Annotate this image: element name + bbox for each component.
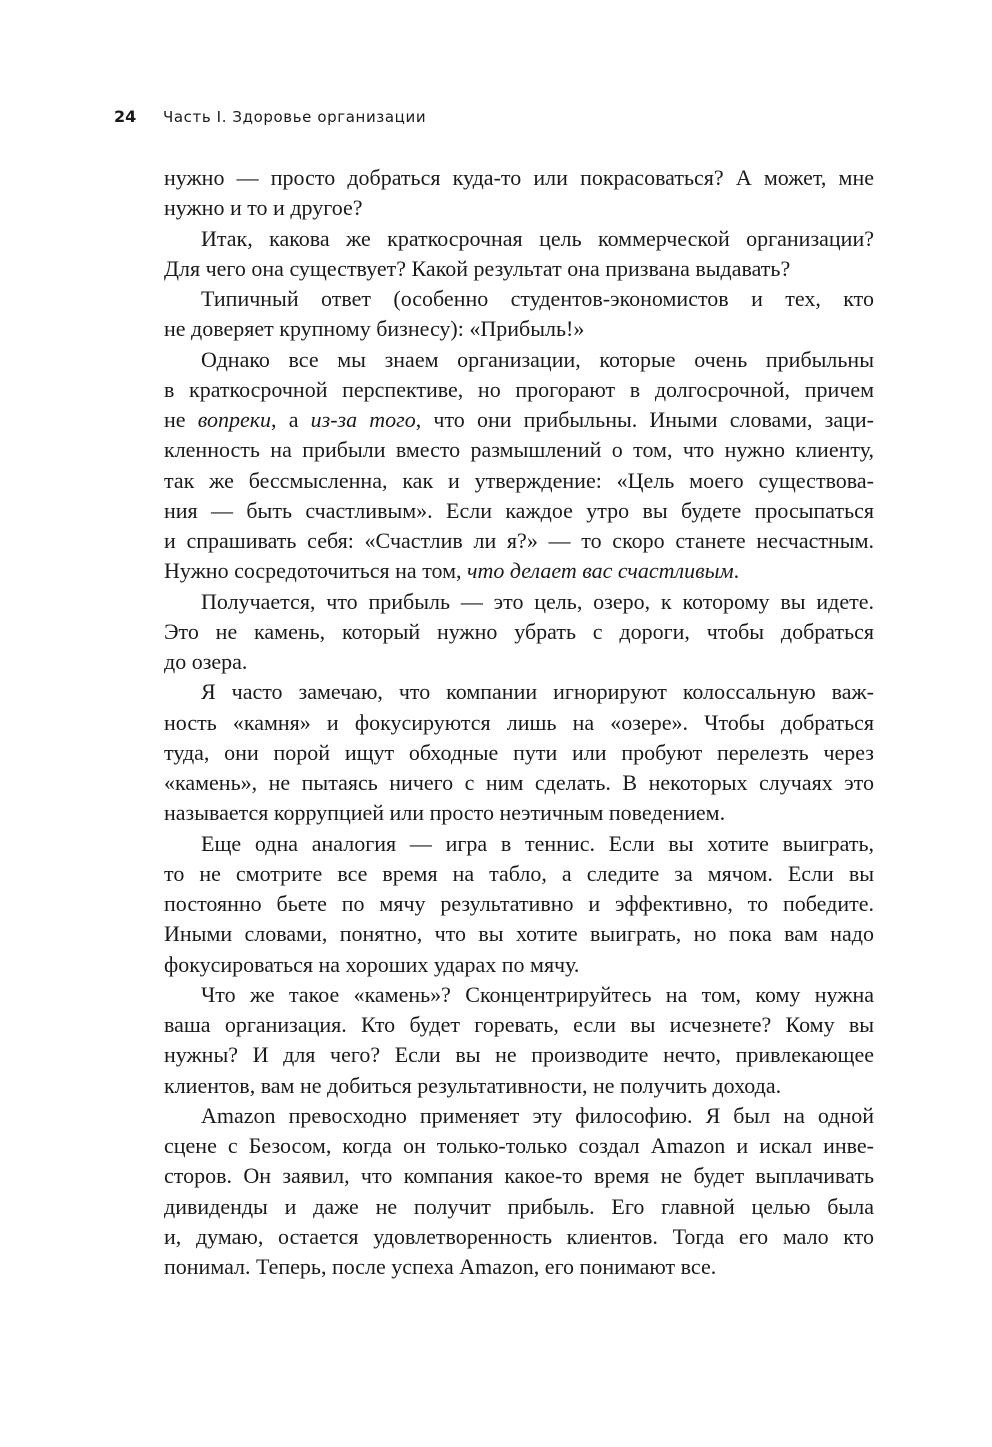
text-segment: Однако все мы знаем организации, которые очень прибыльны [201, 346, 874, 372]
text-line [164, 738, 874, 768]
text-segment: Еще одна аналогия — игра в теннис. Если вы хотите выиграть, [201, 830, 874, 856]
text-segment: дивиденды и даже не получит прибыль. Его главной целью была [164, 1193, 874, 1219]
text-line [164, 768, 874, 798]
italic-text: что делает вас счастливым [467, 558, 734, 584]
text-line [164, 1040, 874, 1070]
text-segment: Иными словами, понятно, что вы хотите выиграть, но пока вам надо [164, 921, 874, 947]
text-line [164, 193, 874, 223]
text-line [164, 526, 874, 556]
text-segment: так же бессмысленна, как и утверждение: «Цель моего существова- [164, 467, 874, 493]
text-segment: Amazon превосходно применяет эту философию. Я был на одной [201, 1102, 874, 1128]
text-segment: не доверяет крупному бизнесу): «Прибыль!» [164, 316, 585, 342]
text-segment: Типичный ответ (особенно студентов-экономистов и тех, кто [201, 286, 874, 311]
text-line [164, 1101, 874, 1131]
paragraph [164, 677, 874, 828]
text-segment: Я часто замечаю, что компании игнорируют колоссальную важ- [201, 679, 874, 705]
text-segment: нужно и то и другое? [164, 195, 363, 221]
text-segment: Итак, какова же краткосрочная цель коммерческой организации? [201, 225, 874, 251]
text-line [164, 163, 874, 193]
text-segment: Получается, что прибыль — это цель, озеро, к которому вы идете. [201, 588, 874, 614]
text-line [164, 375, 874, 405]
running-head [0, 104, 992, 130]
text-segment: Это не камень, который нужно убрать с дороги, чтобы добраться [164, 618, 874, 644]
text-segment: , а [271, 407, 311, 432]
text-line [164, 314, 874, 344]
text-segment: до озера. [164, 649, 248, 674]
italic-text: вопреки [197, 407, 272, 432]
text-line [164, 345, 874, 375]
text-segment: туда, они порой ищут обходные пути или пробуют перелезть через [164, 739, 874, 765]
text-segment: то не смотрите все время на табло, а следите за мячом. Если вы [164, 860, 874, 886]
text-line [164, 466, 874, 496]
text-segment: Нужно сосредоточиться на том, [164, 558, 468, 584]
text-line [164, 224, 874, 254]
paragraph [164, 163, 874, 224]
text-line [164, 1071, 874, 1101]
text-line [164, 708, 874, 738]
text-line [164, 617, 874, 647]
text-segment: не [164, 407, 198, 432]
text-line [164, 1161, 874, 1191]
text-segment: кленность на прибыли вместо размышлений о том, что нужно клиенту, [164, 437, 874, 463]
text-line [164, 950, 874, 980]
text-segment: сторов. Он заявил, что компания какое-то время не будет выплачивать [164, 1163, 874, 1189]
section-title: Часть I. Здоровье организации [163, 108, 427, 126]
text-line [164, 405, 874, 435]
text-line [164, 919, 874, 949]
text-segment: Для чего она существует? Какой результат она призвана выдавать? [164, 255, 791, 281]
text-line [164, 798, 874, 828]
text-segment: в краткосрочной перспективе, но прогорают в долгосрочной, причем [164, 376, 874, 402]
text-segment: называется коррупцией или просто неэтичным поведением. [164, 800, 726, 826]
text-line [164, 889, 874, 919]
text-segment: нужны? И для чего? Если вы не производите нечто, привлекающее [164, 1042, 874, 1068]
text-segment: и спрашивать себя: «Счастлив ли я?» — то скоро станете несчастным. [164, 528, 874, 553]
text-segment: фокусироваться на хороших ударах по мячу. [164, 951, 580, 977]
paragraph [164, 587, 874, 678]
text-segment: Что же такое «камень»? Сконцентрируйтесь на том, кому нужна [201, 981, 874, 1007]
body-text [164, 163, 874, 1282]
text-segment: «камень», не пытаясь ничего с ним сделать. В некоторых случаях это [164, 770, 874, 795]
text-line [164, 1252, 874, 1282]
text-line [164, 1222, 874, 1252]
text-segment: ность «камня» и фокусируются лишь на «озере». Чтобы добраться [164, 709, 874, 735]
text-line [164, 859, 874, 889]
text-line [164, 556, 874, 586]
text-line [164, 435, 874, 465]
paragraph [164, 1101, 874, 1283]
text-line [164, 496, 874, 526]
text-line [164, 829, 874, 859]
italic-text: из-за того [310, 407, 416, 432]
text-segment: клиентов, вам не добиться результативности, не получить дохода. [164, 1072, 782, 1098]
text-line [164, 1192, 874, 1222]
text-segment: постоянно бьете по мячу результативно и эффективно, то победите. [164, 891, 874, 916]
text-segment: . [733, 558, 740, 584]
paragraph [164, 980, 874, 1101]
paragraph [164, 284, 874, 345]
text-segment: ваша организация. Кто будет горевать, если вы исчезнете? Кому вы [164, 1012, 874, 1037]
text-line [164, 587, 874, 617]
text-line [164, 1131, 874, 1161]
paragraph [164, 345, 874, 587]
text-line [164, 647, 874, 677]
text-segment: ния — быть счастливым». Если каждое утро вы будете просыпаться [164, 497, 874, 523]
text-line [164, 980, 874, 1010]
paragraph [164, 829, 874, 980]
text-segment: , что они прибыльны. Иными словами, заци- [415, 407, 874, 432]
page-number: 24 [114, 107, 137, 126]
text-segment: нужно — просто добраться куда-то или покрасоваться? А может, мне [164, 165, 874, 190]
text-segment: сцене с Безосом, когда он только-только создал Amazon и искал инве- [164, 1133, 874, 1158]
text-line [164, 677, 874, 707]
text-segment: понимал. Теперь, после успеха Amazon, его понимают все. [164, 1254, 717, 1279]
text-line [164, 1010, 874, 1040]
text-line [164, 254, 874, 284]
text-segment: и, думаю, остается удовлетворенность клиентов. Тогда его мало кто [164, 1223, 874, 1249]
paragraph [164, 224, 874, 285]
text-line [164, 284, 874, 314]
